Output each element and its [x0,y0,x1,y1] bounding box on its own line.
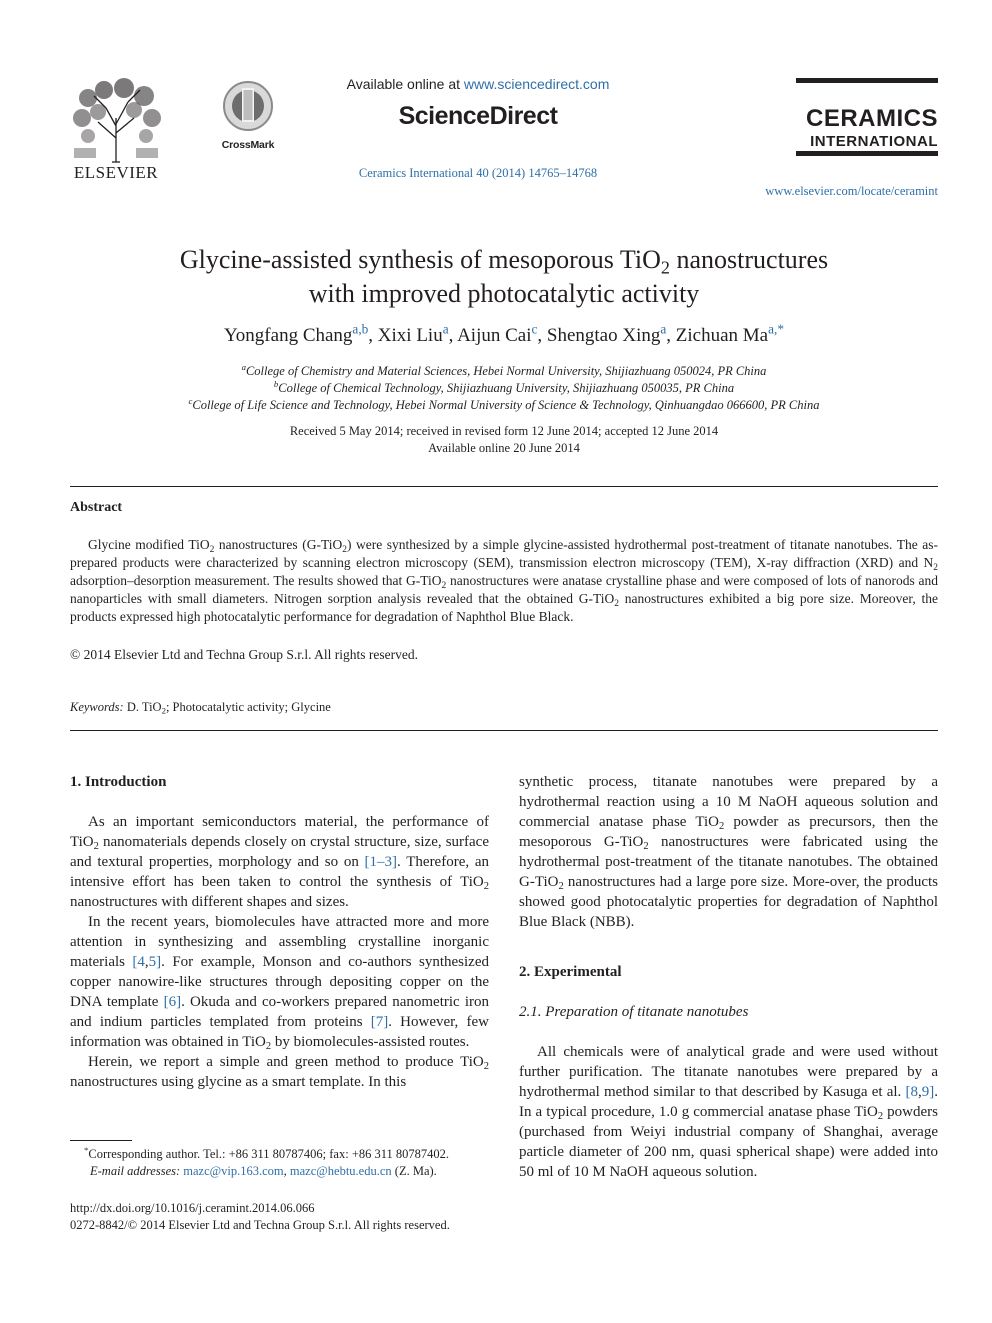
email-link[interactable]: mazc@hebtu.edu.cn [289,1164,392,1178]
subscript: 2 [265,1041,272,1053]
author: Shengtao Xing [546,325,661,346]
citation-link[interactable]: [6] [163,994,182,1010]
subscript: 2 [877,1111,884,1123]
citation-dash: – [377,854,385,870]
subscript: 2 [614,599,620,610]
journal-logo-bottom-bar [796,151,938,156]
affiliation-sup: a [241,362,246,373]
abstract-bottom-rule [70,730,938,731]
citation-link[interactable]: 1 [369,854,378,870]
text-part: . For example, Monson and co-authors synthesized copper nanowire-like structures through depositing copper on the DNA template [70,954,489,1010]
text-part: . Therefore, an intensive effort has been taken to control the synthesis of TiO [70,854,489,890]
author-sep: , [368,325,378,346]
affiliation-text: College of Chemical Technology, Shijiazhuang University, Shijiazhuang 050035, PR China [278,381,735,395]
text-part: powder as precursors, then the mesoporous G-TiO [519,814,939,850]
author-affil-sup[interactable]: a, [768,321,778,337]
journal-logo-top-bar [796,78,938,83]
crossmark-icon [222,80,274,132]
author: Aijun Cai [457,325,532,346]
article-title [70,243,938,311]
intro-paragraph-2 [70,912,489,1052]
journal-logo-title: CERAMICS [805,105,938,132]
citation-comma: , [918,1084,922,1100]
subscript: 2 [483,881,489,893]
experimental-paragraph-1 [519,1042,938,1182]
affiliation-sup: b [273,379,279,390]
email-link[interactable]: mazc@vip.163.com [183,1164,284,1178]
citation-link[interactable]: 3 [384,854,393,870]
keywords-label: Keywords: [70,700,124,714]
author-sep: , [537,325,547,346]
author: Yongfang Chang [223,325,353,346]
citation-bracket: ] [392,854,398,870]
abstract-text [70,536,938,626]
title-line-2: with improved photocatalytic activity [308,279,700,308]
sciencedirect-link[interactable]: www.sciencedirect.com [463,76,610,92]
received-dates: Received 5 May 2014; received in revised form 12 June 2014; accepted 12 June 2014 [289,424,719,438]
intro-paragraph-3 [70,1052,489,1092]
text-part: powders (purchased from Weiyi industrial company of Shanghai, average particle diameter of 200 nm, quasi spherical shape) were added into 50 ml of 10 M NaOH aqueous solution. [519,1104,939,1180]
subscript: 2 [643,841,649,853]
footnote-rule [70,1140,132,1141]
author-sep: , [448,325,458,346]
affiliation-text: College of Chemistry and Material Sciences, Hebei Normal University, Shijiazhuang 050024, PR China [245,364,767,378]
citation-bracket: [ [132,954,138,970]
intro-paragraph-1 [70,812,489,912]
text-part: . However, few information was obtained in TiO [70,1014,489,1050]
subscript: 2 [558,881,564,893]
author: Xixi Liu [377,325,443,346]
doi-block [70,1200,489,1234]
citation-link[interactable]: 4 [137,954,145,970]
abstract-part: nanostructures (G-TiO [214,537,343,552]
affiliation-c [70,398,938,413]
journal-homepage-link[interactable]: www.elsevier.com/locate/ceramint [765,184,938,198]
subscript: 2 [342,544,347,555]
subscript: 2 [93,841,99,853]
author: Zichuan Ma [675,325,769,346]
abstract-part: ) were synthesized by a simple glycine-assisted hydrothermal post-treatment of titanate nanotubes. The as-prepared products were characterized by scanning electron microscopy (SEM), transmission electron microscopy (TEM), X-ray diffraction (XRD) and N [70,537,938,571]
text-part: synthetic process, titanate nanotubes were prepared by a hydrothermal reaction using a 10 M NaOH aqueous solution and commercial anatase phase TiO [519,774,938,830]
publisher-name: ELSEVIER [73,163,159,182]
subscript: 2 [719,821,725,833]
journal-logo-subtitle: INTERNATIONAL [810,133,938,150]
citation-bracket: ] [929,1084,935,1100]
abstract-copyright: © 2014 Elsevier Ltd and Techna Group S.r.l. All rights reserved. [70,647,418,662]
title-part: nanostructures [669,245,829,274]
affiliation-b [70,381,938,396]
text-part: In the recent years, biomolecules have attracted more and more attention in synthesizing and assembling crystalline inorganic materials [70,914,489,970]
abstract-top-rule [70,486,938,487]
affiliation-a [70,364,938,379]
keywords-part: D. TiO [123,700,162,714]
available-prefix: Available online at [346,76,464,92]
subscript: 2 [161,705,166,716]
abstract-part: adsorption–desorption measurement. The results showed that G-TiO [70,573,442,589]
available-online [330,76,626,92]
title-subscript: 2 [660,257,670,278]
citation-bracket: ] [156,954,162,970]
text-part: All chemicals were of analytical grade and were used without further purification. The titanate nanotubes were prepared by a hydrothermal method similar to that described by Kasuga et al. [519,1044,938,1100]
citation-comma: , [144,954,149,970]
subscript: 2 [933,562,938,573]
text-part: Herein, we report a simple and green method to produce TiO [88,1054,484,1070]
author-affil-sup[interactable]: a [442,321,449,337]
text-part: . Okuda and co-workers prepared nanometric iron and indium particles templated from proteins [70,994,489,1030]
abstract-part: Glycine modified TiO [88,537,210,552]
crossmark-badge[interactable] [220,80,276,151]
author-affil-sup[interactable]: c [531,321,538,337]
citation-link[interactable]: 5 [148,954,157,970]
section-heading-experimental: 2. Experimental [519,964,622,980]
abstract-heading: Abstract [70,500,123,515]
text-part: nanostructures with different shapes and sizes. [70,894,349,910]
subscript: 2 [441,581,447,592]
citation-link[interactable]: 9 [921,1084,930,1100]
section-heading-introduction: 1. Introduction [70,774,167,790]
citation-link[interactable]: [7] [370,1014,389,1030]
abstract-part: nanostructures were anatase crystalline phase and were composed of lots of nanorods and nanoparticles with small diameters. Nitrogen sorption analysis revealed that the obtained G-TiO [70,573,938,607]
affiliation-sup: c [188,396,193,407]
subscript: 2 [483,1061,489,1073]
text-part: . In a typical procedure, 1.0 g commercial anatase phase TiO [519,1084,938,1120]
corresponding-author-line [70,1146,489,1163]
citation-link[interactable]: 8 [910,1084,918,1100]
intro-paragraph-3-continued [519,772,938,932]
text-part: nanostructures had a large pore size. More-over, the products showed good photocatalytic properties for degradation of Naphthol Blue Black (NBB). [519,874,938,930]
citation-bracket: [ [364,854,370,870]
text-part: As an important semiconductors material, the performance of TiO [70,814,489,850]
journal-reference[interactable]: Ceramics International 40 (2014) 14765–14768 [358,166,598,180]
corresponding-author-text: Corresponding author. Tel.: +86 311 80787406; fax: +86 311 80787402. [88,1147,450,1161]
available-online-date: Available online 20 June 2014 [428,441,580,455]
text-part: by biomolecules-assisted routes. [271,1034,470,1050]
title-part: Glycine-assisted synthesis of mesoporous TiO [179,245,661,274]
text-part: nanomaterials depends closely on crystal structure, size, surface and textural properties, morphology and so on [70,834,489,870]
crossmark-label: CrossMark [221,139,275,151]
author-sep: , [666,325,676,346]
keywords-part: ; Photocatalytic activity; Glycine [165,700,331,714]
citation-bracket: [ [905,1084,911,1100]
sciencedirect-logo: ScienceDirect [398,102,558,130]
subscript: 2 [209,544,215,555]
email-sep: , [283,1164,290,1178]
email-tail: (Z. Ma). [391,1164,437,1178]
keywords [70,700,938,715]
right-column [519,772,938,1182]
text-part: nanostructures were fabricated using the hydrothermal post-treatment of the titanate nanotubes. The obtained G-TiO [519,834,938,890]
doi-link[interactable]: http://dx.doi.org/10.1016/j.ceramint.2014.06.066 [70,1201,315,1215]
footnote-mark: * [84,1145,89,1156]
author-affil-sup[interactable]: a,b [352,321,369,337]
email-line [70,1163,489,1180]
subsection-heading: 2.1. Preparation of titanate nanotubes [519,1004,749,1020]
issn-copyright: 0272-8842/© 2014 Elsevier Ltd and Techna Group S.r.l. All rights reserved. [70,1218,450,1232]
author-list [70,321,938,347]
corresponding-mark[interactable]: * [777,321,784,337]
abstract-part: nanostructures exhibited a big pore size. Moreover, the products expressed high photocatalytic performance for degradation of Naphthol Blue Black. [70,591,938,625]
corresponding-author-footnote [70,1146,489,1180]
author-affil-sup[interactable]: a [660,321,667,337]
text-part: nanostructures using glycine as a smart template. In this [70,1074,407,1090]
left-column [70,772,489,1092]
email-label: E-mail addresses: [90,1164,181,1178]
affiliation-text: College of Life Science and Technology, Hebei Normal University of Science & Technology, Qinhuangdao 066600, PR China [192,398,820,412]
